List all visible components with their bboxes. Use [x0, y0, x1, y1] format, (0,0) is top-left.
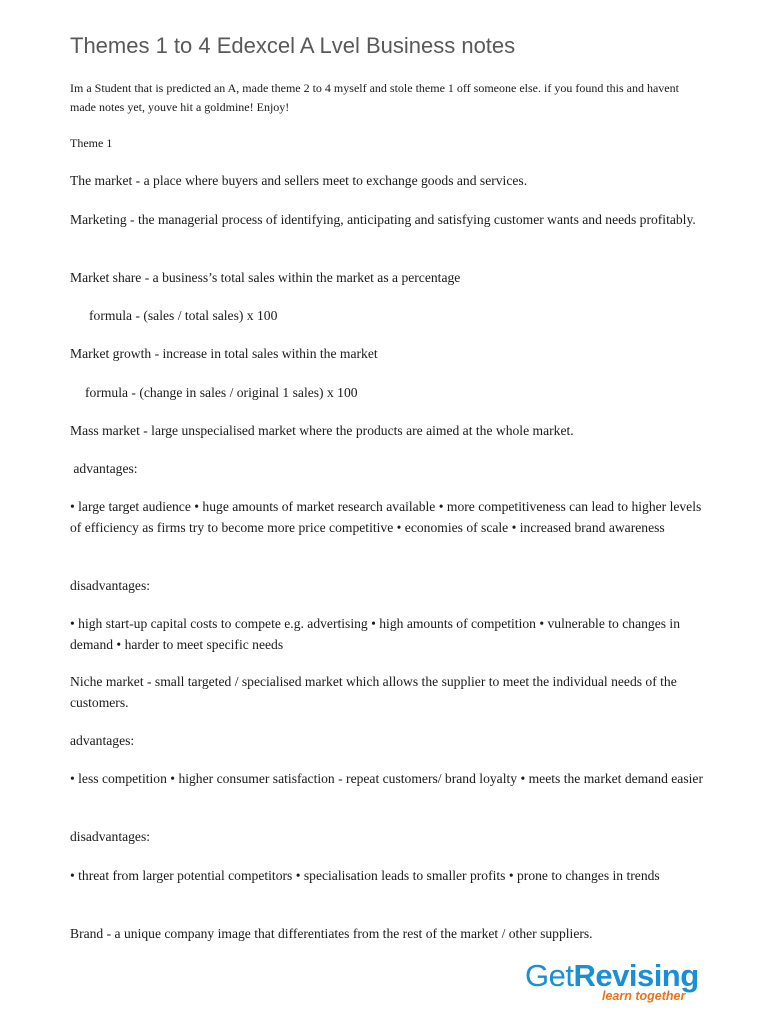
paragraph-market-share: Market share - a business’s total sales within the market as a percentage — [70, 270, 461, 285]
heading-niche-advantages: advantages: — [70, 733, 135, 748]
logo-get-text: Get — [525, 958, 574, 993]
paragraph-market-growth: Market growth - increase in total sales within the market — [70, 346, 378, 361]
document-title: Themes 1 to 4 Edexcel A Lvel Business notes — [70, 33, 516, 58]
list-mass-disadvantages: • high start-up capital costs to compete e.g. advertising • high amounts of competition • vulnerable to changes in demand • harder to meet specific needs — [70, 616, 680, 652]
theme-heading: Theme 1 — [70, 136, 113, 150]
paragraph-niche-market: Niche market - small targeted / specialised market which allows the supplier to meet the individual needs of the customers. — [70, 674, 677, 710]
paragraph-mass-market: Mass market - large unspecialised market where the products are aimed at the whole market. — [70, 423, 574, 438]
logo-revising-text: Revising — [573, 958, 699, 993]
logo-tagline: learn together — [602, 989, 686, 1003]
heading-niche-disadvantages: disadvantages: — [70, 829, 151, 844]
heading-mass-disadvantages: disadvantages: — [70, 578, 151, 593]
formula-market-share: formula - (sales / total sales) x 100 — [89, 308, 278, 323]
list-niche-disadvantages: • threat from larger potential competitors • specialisation leads to smaller profits • prone to changes in trends — [70, 868, 660, 883]
intro-paragraph: Im a Student that is predicted an A, made theme 2 to 4 myself and stole theme 1 off someone else. if you found this and havent made notes yet, youve hit a goldmine! Enjoy! — [70, 81, 679, 114]
heading-mass-advantages: advantages: — [70, 461, 138, 476]
list-niche-advantages: • less competition • higher consumer satisfaction - repeat customers/ brand loyalty • meets the market demand easier — [70, 771, 703, 786]
paragraph-market: The market - a place where buyers and sellers meet to exchange goods and services. — [70, 173, 528, 188]
getrevising-logo[interactable] — [525, 958, 725, 1008]
formula-market-growth: formula - (change in sales / original 1 sales) x 100 — [85, 385, 358, 400]
paragraph-marketing: Marketing - the managerial process of identifying, anticipating and satisfying customer wants and needs profitably. — [70, 212, 696, 227]
list-mass-advantages: • large target audience • huge amounts of market research available • more competitiveness can lead to higher levels of efficiency as firms try to become more price competitive • economies of scale • increased brand awareness — [70, 499, 702, 535]
paragraph-brand: Brand - a unique company image that differentiates from the rest of the market / other suppliers. — [70, 926, 593, 941]
